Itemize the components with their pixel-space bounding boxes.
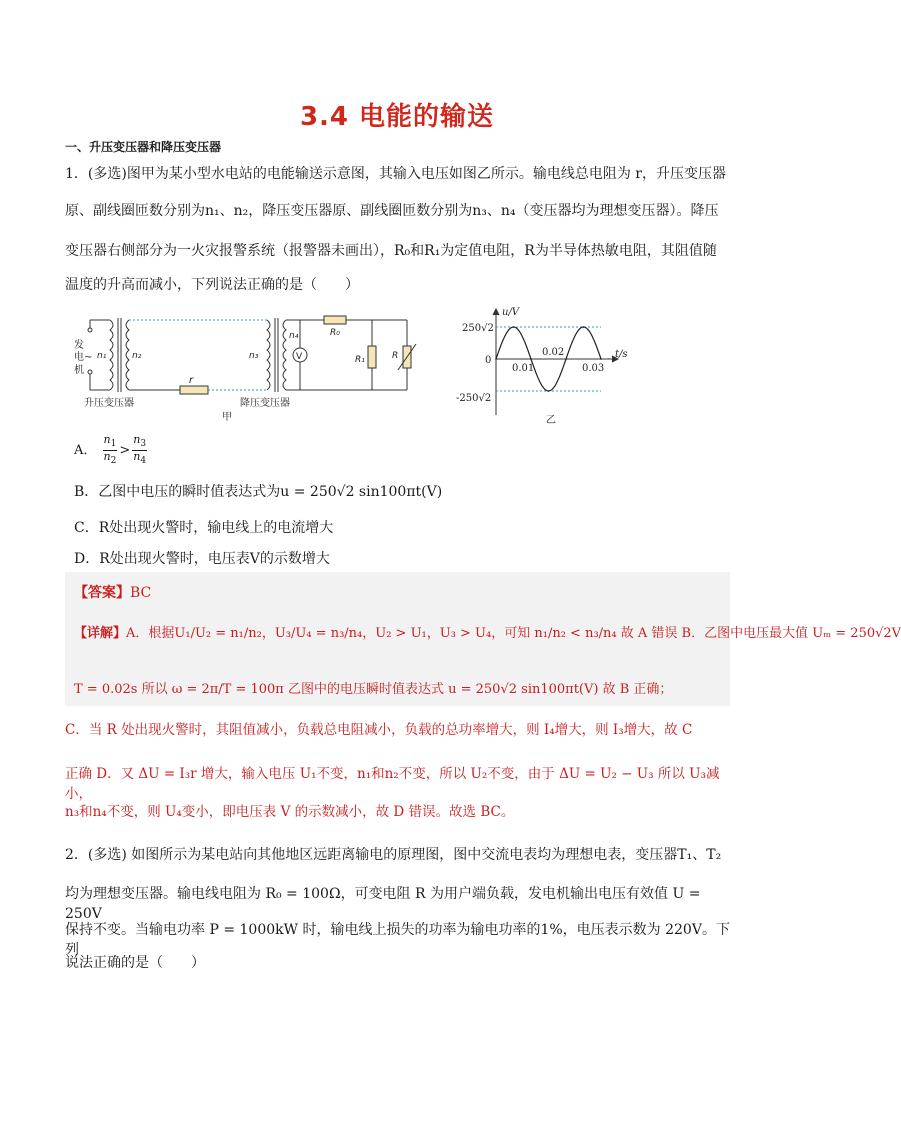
data-point bbox=[513, 326, 515, 328]
label-n3: n₃ bbox=[249, 351, 259, 361]
page-title: 3.4 电能的输送 bbox=[299, 102, 495, 132]
y-axis-label: u/V bbox=[502, 307, 520, 318]
detail-line-5: n₃和n₄不变，则 U₄变小，即电压表 V 的示数减小，故 D 错误。故选 BC。 bbox=[65, 804, 515, 820]
label-n1: n₁ bbox=[97, 351, 107, 361]
data-point bbox=[565, 358, 567, 360]
label-R1: R₁ bbox=[355, 355, 365, 365]
y-tick-positive: 250√2 bbox=[462, 323, 494, 334]
detail-line-4: 正确 D．又 ΔU = I₃r 增大，输入电压 U₁不变，n₁和n₂不变，所以 U₂不变，由于 ΔU = U₂ − U₃ 所以 U₃减小， bbox=[65, 766, 720, 802]
label-step-down: 降压变压器 bbox=[240, 398, 290, 409]
q1-stem-line-1: 1．(多选)图甲为某小型水电站的电能输送示意图，其输入电压如图乙所示。输电线总电阻为 r，升压变压器 bbox=[65, 166, 726, 182]
detail-line-1: 【详解】A．根据U₁/U₂ = n₁/n₂，U₃/U₄ = n₃/n₄，U₂ > U₁，U₃ > U₄，可知 n₁/n₂ < n₃/n₄ 故 A 错误 B．乙图中电压最大值 Uₘ = 250√2V bbox=[74, 626, 901, 641]
q1-option-c: C．R处出现火警时，输电线上的电流增大 bbox=[74, 520, 334, 536]
q1-stem-line-2: 原、副线圈匝数分别为n₁、n₂，降压变压器原、副线圈匝数分别为n₃、n₄（变压器均为理想变压器）。降压 bbox=[65, 203, 719, 219]
gen-label-4: 机 bbox=[74, 365, 84, 376]
label-R: R bbox=[392, 351, 399, 361]
q2-line-1: 2．(多选) 如图所示为某电站向其他地区远距离输电的原理图，图中交流电表均为理想电表，变压器T₁、T₂ bbox=[65, 847, 722, 863]
data-point bbox=[495, 358, 497, 360]
data-point bbox=[530, 358, 532, 360]
x-tick-0-03: 0.03 bbox=[582, 363, 605, 374]
label-n4: n₄ bbox=[289, 331, 299, 341]
x-tick-0-01: 0.01 bbox=[512, 363, 535, 374]
voltage-chart bbox=[452, 305, 637, 430]
data-point bbox=[548, 390, 550, 392]
q1-stem-line-3: 变压器右侧部分为一火灾报警系统（报警器未画出），R₀和R₁为定值电阻，R为半导体热敏电阻，其阻值随 bbox=[65, 243, 717, 259]
section-heading: 一、升压变压器和降压变压器 bbox=[65, 140, 222, 154]
gen-label-2: 电 bbox=[74, 352, 84, 363]
data-point bbox=[583, 326, 585, 328]
label-R0: R₀ bbox=[330, 328, 340, 338]
q1-option-b: B．乙图中电压的瞬时值表达式为u = 250√2 sin100πt(V) bbox=[74, 484, 443, 500]
x-tick-0-02: 0.02 bbox=[542, 347, 565, 358]
q2-line-4: 说法正确的是（ ） bbox=[65, 955, 205, 971]
circuit-diagram bbox=[72, 310, 417, 425]
label-r: r bbox=[189, 375, 194, 386]
y-tick-zero: 0 bbox=[485, 355, 492, 366]
data-point bbox=[600, 358, 602, 360]
q1-option-d: D．R处出现火警时，电压表V的示数增大 bbox=[74, 551, 330, 567]
q2-line-2: 均为理想变压器。输电线电阻为 R₀ = 100Ω，可变电阻 R 为用户端负载，发电机输出电压有效值 U = 250V bbox=[65, 886, 701, 922]
label-n2: n₂ bbox=[132, 351, 142, 361]
q1-option-a: A． $\frac{n_1}{n_2}$ > $\frac{n_3}{n_4}$ bbox=[74, 433, 147, 467]
figure-jia-caption: 甲 bbox=[222, 412, 232, 423]
detail-line-2: T = 0.02s 所以 ω = 2π/T = 100π 乙图中的电压瞬时值表达式 u = 250√2 sin100πt(V) 故 B 正确； bbox=[74, 682, 673, 697]
gen-label-1: 发 bbox=[74, 340, 84, 351]
y-tick-negative: -250√2 bbox=[456, 393, 492, 404]
x-axis-label: t/s bbox=[615, 349, 628, 360]
detail-line-3: C．当 R 处出现火警时，其阻值减小，负载总电阻减小，负载的总功率增大，则 I₄增大，则 I₃增大，故 C bbox=[65, 722, 693, 738]
label-step-up: 升压变压器 bbox=[84, 398, 134, 409]
figure-yi-caption: 乙 bbox=[546, 415, 556, 426]
q1-stem-line-4: 温度的升高而减小，下列说法正确的是（ ） bbox=[65, 277, 359, 293]
gen-label-3: ~ bbox=[84, 352, 93, 363]
voltmeter-label: V bbox=[296, 352, 303, 362]
answer-line: 【答案】BC bbox=[74, 585, 152, 601]
q2-line-3: 保持不变。当输电功率 P = 1000kW 时，输电线上损失的功率为输电功率的1%，电压表示数为 220V。下列 bbox=[65, 922, 730, 958]
